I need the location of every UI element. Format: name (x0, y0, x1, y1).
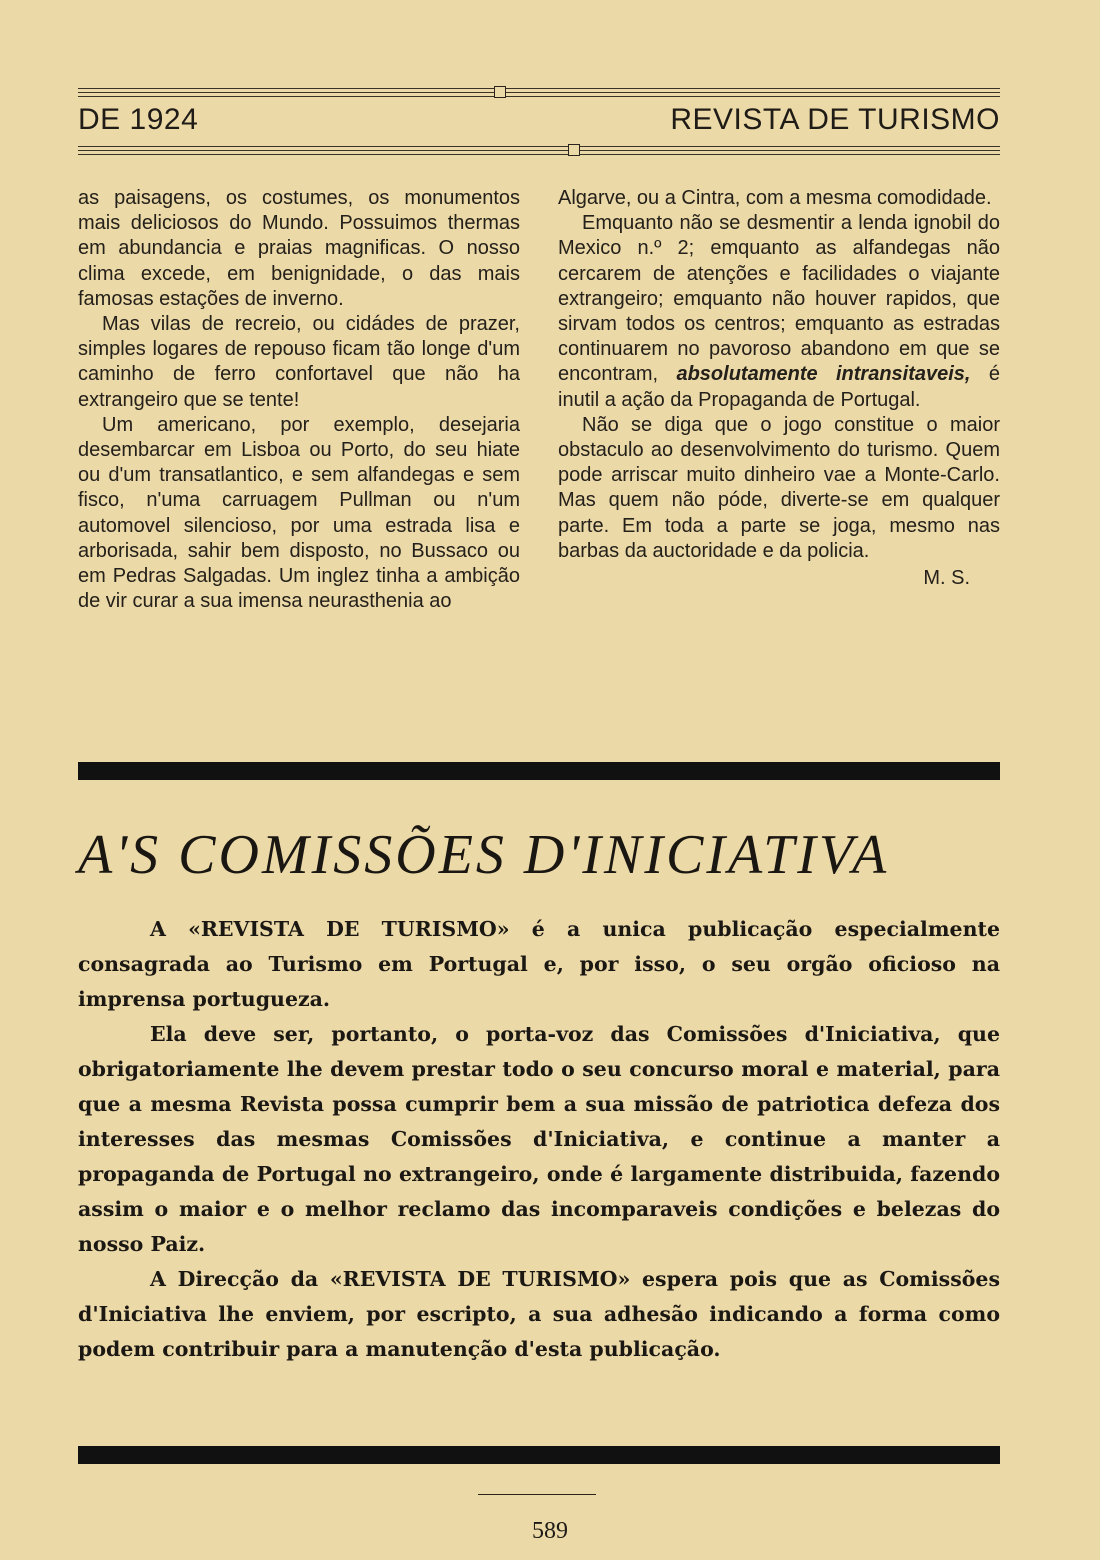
article-paragraph: Não se diga que o jogo constitue o maior obstaculo ao desenvolvimento do turismo. Quem pode arriscar muito dinheiro vae a Monte-Carlo. Mas quem não póde, diverte-se em qualquer parte. Em toda a parte se joga, mesmo nas barbas da auctoridade e da policia. (558, 413, 1000, 562)
header-magazine-title: REVISTA DE TURISMO (670, 103, 1000, 136)
paragraph-text: é inutil a ação da Propaganda de Portugal. (558, 363, 1000, 411)
section-divider-bar (78, 1446, 1000, 1464)
header-bottom-rule (78, 146, 1000, 154)
notice-paragraph: A «REVISTA DE TURISMO» é a unica publicação especialmente consagrada ao Turismo em Portugal e, por isso, o seu orgão oficioso na imprensa portugueza. (78, 917, 1000, 1011)
rule-ornament-box (494, 86, 506, 98)
article-paragraph: Algarve, ou a Cintra, com a mesma comodidade. (558, 187, 992, 209)
article-paragraph: Mas vilas de recreio, ou cidádes de prazer, simples logares de repouso ficam tão longe d'um caminho de ferro confortavel que não ha extrangeiro que se tente! (78, 313, 520, 411)
notice-paragraph: Ela deve ser, portanto, o porta-voz das Comissões d'Iniciativa, que obrigatoriamente lhe devem prestar todo o seu concurso moral e material, para que a mesma Revista possa cumprir bem a sua missão de patriotica defeza dos interesses das mesmas Comissões d'Iniciativa, e continue a manter a propaganda de Portugal no extrangeiro, onde é largamente distribuida, fazendo assim o maior e o melhor reclamo das incomparaveis condições e belezas do nosso Paiz. (78, 1022, 1000, 1256)
article-paragraph: as paisagens, os costumes, os monumentos mais deliciosos do Mundo. Possuimos thermas em abundancia e praias magnificas. O nosso clima excede, em benignidade, o das mais famosas estações de inverno. (78, 187, 520, 310)
article-right-column (558, 186, 1000, 591)
section-divider-bar (78, 762, 1000, 780)
notice-paragraph: A Direcção da «REVISTA DE TURISMO» espera pois que as Comissões d'Iniciativa lhe enviem, por escripto, a sua adhesão indicando a forma como podem contribuir para a manutenção d'esta publicação. (78, 1267, 1000, 1361)
paragraph-text: Emquanto não se desmentir a lenda ignobil do Mexico n.º 2; emquanto as alfandegas não cercarem de atenções e facilidades o viajante extrangeiro; emquanto não houver rapidos, que sirvam todos os centros; emquanto as estradas continuarem no pavoroso abandono em que se encontram, (558, 212, 1000, 386)
rule-ornament-box (568, 144, 580, 156)
header-top-rule (78, 88, 1000, 96)
article-left-column (78, 186, 520, 614)
notice-body (78, 912, 1000, 1367)
page-number: 589 (532, 1518, 568, 1544)
section-title: A'S COMISSÕES D'INICIATIVA (78, 824, 890, 886)
emphasis-text: absolutamente intransitaveis, (676, 363, 971, 386)
header-date: DE 1924 (78, 103, 199, 136)
article-paragraph: Um americano, por exemplo, desejaria desembarcar em Lisboa ou Porto, do seu hiate ou d'um transatlantico, e sem alfandegas e sem fisco, n'uma carruagem Pullman ou n'um automovel silencioso, por uma estrada lisa e arborisada, sahir bem disposto, no Bussaco ou em Pedras Salgadas. Um inglez tinha a ambição de vir curar a sua imensa neurasthenia ao (78, 413, 520, 613)
footer-rule (478, 1494, 596, 1495)
article-paragraph (558, 211, 1000, 413)
author-signature: M. S. (923, 567, 970, 590)
